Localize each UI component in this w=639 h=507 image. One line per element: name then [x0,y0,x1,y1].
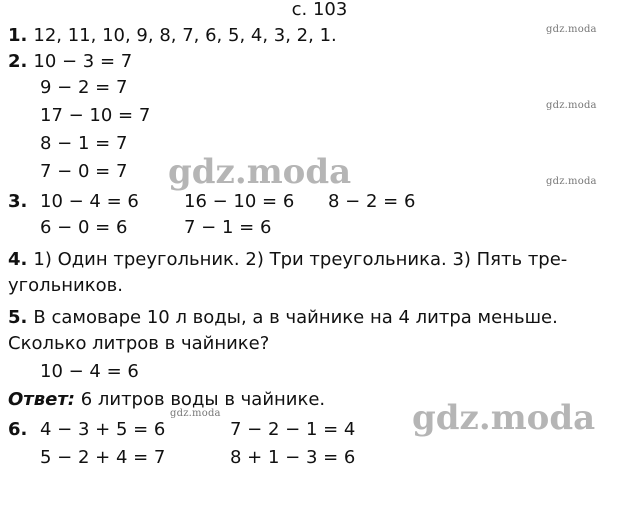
task-6-equation: 7 − 2 − 1 = 4 [230,419,356,440]
answer-label: Ответ: [8,389,75,410]
task-5-calculation: 10 − 4 = 6 [40,361,139,382]
task-3-number-line [8,190,33,214]
task-6-equation: 8 + 1 − 3 = 6 [230,447,356,468]
task-3-equation: 6 − 0 = 6 [40,217,128,238]
task-1 [8,24,337,48]
task-2-line-1 [8,50,132,74]
watermark-small-2: gdz.moda [546,100,597,111]
task-3-equation: 10 − 4 = 6 [40,191,139,212]
task-4-number: 4. [8,249,28,270]
page-number: с. 103 [291,0,348,20]
task-5-number: 5. [8,307,28,328]
answer-text: 6 литров воды в чайнике. [74,389,326,410]
task-3-equation: 8 − 2 = 6 [328,191,416,212]
watermark-large-1: gdz.moda [168,152,352,192]
task-6-number: 6. [8,419,28,440]
task-2-equation: 9 − 2 = 7 [40,77,128,98]
task-2-equation: 10 − 3 = 7 [33,51,133,72]
watermark-small-4: gdz.moda [170,408,221,419]
task-4-text: 1) Один треугольник. 2) Три треугольника. 3) Пять тре- [33,249,568,270]
task-6-equation: 4 − 3 + 5 = 6 [40,419,166,440]
task-3-equation: 7 − 1 = 6 [184,217,272,238]
task-1-number: 1. [8,25,28,46]
task-3-equation: 16 − 10 = 6 [184,191,295,212]
task-1-text: 12, 11, 10, 9, 8, 7, 6, 5, 4, 3, 2, 1. [33,25,337,46]
task-5-line-2: Сколько литров в чайнике? [8,333,270,354]
watermark-small-1: gdz.moda [546,24,597,35]
task-2-number: 2. [8,51,28,72]
task-5-text: В самоваре 10 л воды, а в чайнике на 4 литра меньше. [33,307,558,328]
task-3-number: 3. [8,191,28,212]
watermark-large-2: gdz.moda [412,398,596,438]
task-2-equation: 17 − 10 = 7 [40,105,151,126]
task-2-equation: 7 − 0 = 7 [40,161,128,182]
task-4-line-2: угольников. [8,275,123,296]
task-4-line-1 [8,248,567,272]
task-5-line-1 [8,306,558,330]
task-5-answer [8,388,325,412]
watermark-small-3: gdz.moda [546,176,597,187]
task-6-equation: 5 − 2 + 4 = 7 [40,447,166,468]
task-2-equation: 8 − 1 = 7 [40,133,128,154]
task-6-number-line [8,418,33,442]
